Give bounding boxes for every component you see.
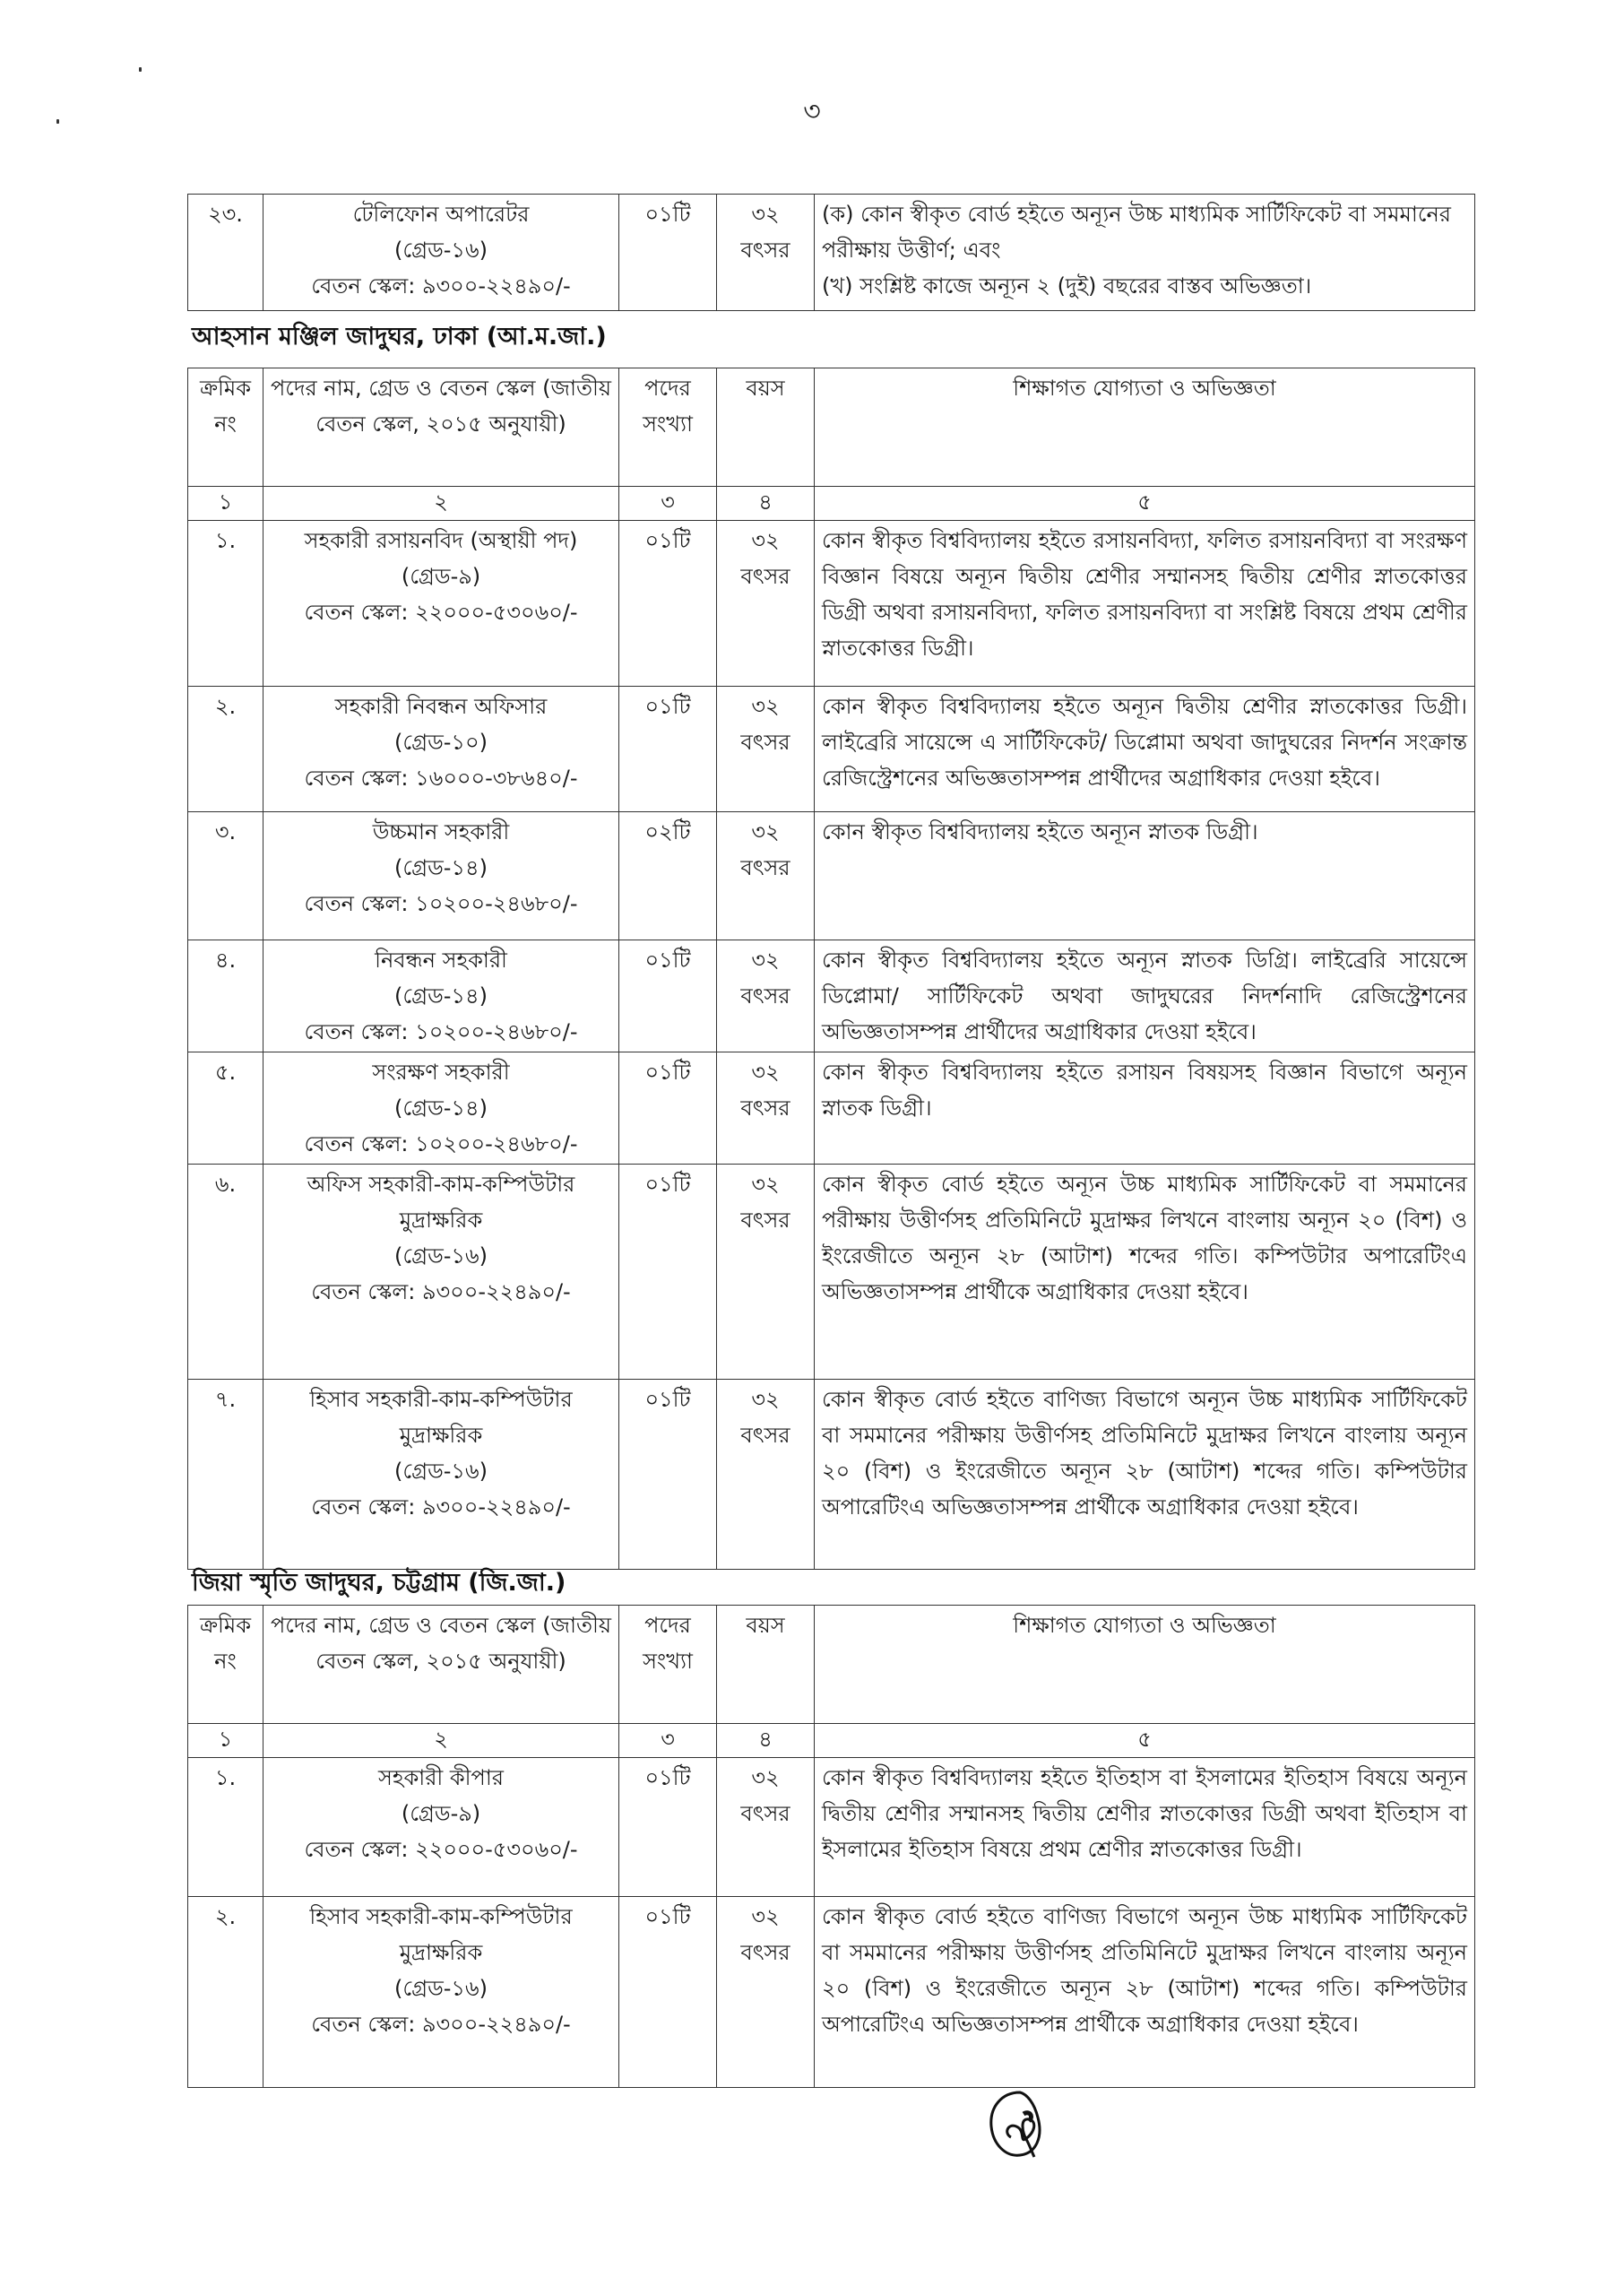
post-pay-scale: বেতন স্কেল: ২২০০০-৫৩০৬০/- <box>304 1837 578 1862</box>
qualification-cell: কোন স্বীকৃত বিশ্ববিদ্যালয় হইতে অন্যূন দ্বিতীয় শ্রেণীর স্নাতকোত্তর ডিগ্রী। লাইব্রেরি সায়েন্সে এ সার্টিফিকেট/ ডিপ্লোমা অথবা জাদুঘরের নিদর্শন সংক্রান্ত রেজিস্ট্রেশনের অভিজ্ঞতাসম্পন্ন প্রার্থীদের অগ্রাধিকার দেওয়া হইবে। <box>815 687 1475 812</box>
column-number: ২ <box>263 1724 619 1758</box>
age-unit: বৎসর <box>740 238 790 263</box>
post-name: সহকারী রসায়নবিদ (অস্থায়ী পদ) <box>304 528 578 553</box>
qualification-cell: কোন স্বীকৃত বিশ্ববিদ্যালয় হইতে অন্যূন স্নাতক ডিগ্রি। লাইব্রেরি সায়েন্সে ডিপ্লোমা/ সার্টিফিকেট অথবা জাদুঘরের নিদর্শনাদি রেজিস্ট্রেশনের অভিজ্ঞতাসম্পন্ন প্রার্থীদের অগ্রাধিকার দেওয়া হইবে। <box>815 940 1475 1052</box>
serial-cell: ১. <box>188 1758 263 1897</box>
serial-cell: ১. <box>188 521 263 687</box>
post-cell <box>263 1758 619 1897</box>
age-unit: বৎসর <box>740 730 790 755</box>
count-cell: ০১টি <box>619 1758 717 1897</box>
column-number-row <box>188 1724 1475 1758</box>
table-row <box>188 687 1475 812</box>
age-number: ৩২ <box>751 694 780 719</box>
age-cell <box>717 940 815 1052</box>
age-unit: বৎসর <box>740 855 790 880</box>
post-name: হিসাব সহকারী-কাম-কম্পিউটার মুদ্রাক্ষরিক <box>309 1387 573 1448</box>
post-pay-scale: বেতন স্কেল: ৯৩০০-২২৪৯০/- <box>311 1279 571 1304</box>
age-number: ৩২ <box>751 948 780 973</box>
post-name: সহকারী নিবন্ধন অফিসার <box>334 694 548 719</box>
serial-cell: ২. <box>188 687 263 812</box>
post-grade: (গ্রেড-১৬) <box>394 238 488 263</box>
qualification-cell: কোন স্বীকৃত বিশ্ববিদ্যালয় হইতে অন্যূন স্নাতক ডিগ্রী। <box>815 812 1475 940</box>
column-number: ২ <box>263 487 619 521</box>
header-serial: ক্রমিক নং <box>188 368 263 487</box>
post-name: সংরক্ষণ সহকারী <box>372 1060 510 1085</box>
table-row <box>188 521 1475 687</box>
post-grade: (গ্রেড-৯) <box>401 564 481 589</box>
age-cell <box>717 1052 815 1165</box>
post-name: টেলিফোন অপারেটর <box>352 202 530 227</box>
age-unit: বৎসর <box>740 1940 790 1965</box>
continuation-table <box>187 194 1475 311</box>
age-unit: বৎসর <box>740 1801 790 1826</box>
qualification-cell: কোন স্বীকৃত বোর্ড হইতে বাণিজ্য বিভাগে অন্যূন উচ্চ মাধ্যমিক সার্টিফিকেট বা সমমানের পরীক্ষায় উত্তীর্ণসহ প্রতিমিনিটে মুদ্রাক্ষর লিখনে বাংলায় অন্যূন ২০ (বিশ) ও ইংরেজীতে অন্যূন ২৮ (আটাশ) শব্দের গতি। কম্পিউটার অপারেটিংএ অভিজ্ঞতাসম্পন্ন প্রার্থীকে অগ্রাধিকার দেওয়া হইবে। <box>815 1380 1475 1570</box>
column-number: ১ <box>188 1724 263 1758</box>
post-name: উচ্চমান সহকারী <box>372 819 510 844</box>
post-cell <box>263 1052 619 1165</box>
column-number: ৫ <box>815 487 1475 521</box>
age-number: ৩২ <box>751 1904 780 1929</box>
post-cell <box>263 521 619 687</box>
age-cell <box>717 195 815 311</box>
post-cell <box>263 940 619 1052</box>
column-number: ৪ <box>717 1724 815 1758</box>
post-grade: (গ্রেড-৯) <box>401 1801 481 1826</box>
post-name: নিবন্ধন সহকারী <box>375 948 507 973</box>
age-unit: বৎসর <box>740 564 790 589</box>
post-cell <box>263 687 619 812</box>
table-row <box>188 195 1475 311</box>
page-number: ৩ <box>803 96 821 127</box>
count-cell: ০১টি <box>619 195 717 311</box>
post-name: অফিস সহকারী-কাম-কম্পিউটার মুদ্রাক্ষরিক <box>307 1172 575 1233</box>
header-count: পদের সংখ্যা <box>619 1606 717 1724</box>
qualification-cell: কোন স্বীকৃত বোর্ড হইতে বাণিজ্য বিভাগে অন্যূন উচ্চ মাধ্যমিক সার্টিফিকেট বা সমমানের পরীক্ষায় উত্তীর্ণসহ প্রতিমিনিটে মুদ্রাক্ষর লিখনে বাংলায় অন্যূন ২০ (বিশ) ও ইংরেজীতে অন্যূন ২৮ (আটাশ) শব্দের গতি। কম্পিউটার অপারেটিংএ অভিজ্ঞতাসম্পন্ন প্রার্থীকে অগ্রাধিকার দেওয়া হইবে। <box>815 1897 1475 2088</box>
age-cell <box>717 687 815 812</box>
post-name: সহকারী কীপার <box>377 1765 505 1790</box>
zia-smriti-table <box>187 1605 1475 2088</box>
post-grade: (গ্রেড-১০) <box>394 730 488 755</box>
count-cell: ০১টি <box>619 1380 717 1570</box>
table-row <box>188 940 1475 1052</box>
table-row <box>188 1380 1475 1570</box>
post-pay-scale: বেতন স্কেল: ৯৩০০-২২৪৯০/- <box>311 1494 571 1520</box>
scan-speck <box>139 67 142 72</box>
count-cell: ০১টি <box>619 940 717 1052</box>
serial-cell: ৩. <box>188 812 263 940</box>
zia-smriti-rows <box>188 1758 1475 2088</box>
age-cell <box>717 1897 815 2088</box>
count-cell: ০১টি <box>619 1052 717 1165</box>
age-cell <box>717 1165 815 1380</box>
header-row <box>188 368 1475 487</box>
table-row <box>188 812 1475 940</box>
serial-cell: ৫. <box>188 1052 263 1165</box>
age-number: ৩২ <box>751 1765 780 1790</box>
age-cell <box>717 521 815 687</box>
post-grade: (গ্রেড-১৬) <box>394 1976 488 2001</box>
post-pay-scale: বেতন স্কেল: ২২০০০-৫৩০৬০/- <box>304 600 578 625</box>
table-row <box>188 1165 1475 1380</box>
age-unit: বৎসর <box>740 1423 790 1448</box>
column-number: ৩ <box>619 1724 717 1758</box>
qualification-cell: কোন স্বীকৃত বোর্ড হইতে অন্যূন উচ্চ মাধ্যমিক সার্টিফিকেট বা সমমানের পরীক্ষায় উত্তীর্ণসহ প্রতিমিনিটে মুদ্রাক্ষর লিখনে বাংলায় অন্যূন ২০ (বিশ) ও ইংরেজীতে অন্যূন ২৮ (আটাশ) শব্দের গতি। কম্পিউটার অপারেটিংএ অভিজ্ঞতাসম্পন্ন প্রার্থীকে অগ্রাধিকার দেওয়া হইবে। <box>815 1165 1475 1380</box>
column-number: ৪ <box>717 487 815 521</box>
header-post: পদের নাম, গ্রেড ও বেতন স্কেল (জাতীয় বেতন স্কেল, ২০১৫ অনুযায়ী) <box>263 368 619 487</box>
header-age: বয়স <box>717 368 815 487</box>
header-qualification: শিক্ষাগত যোগ্যতা ও অভিজ্ঞতা <box>815 1606 1475 1724</box>
post-name: হিসাব সহকারী-কাম-কম্পিউটার মুদ্রাক্ষরিক <box>309 1904 573 1965</box>
qualification-cell: কোন স্বীকৃত বিশ্ববিদ্যালয় হইতে রসায়নবিদ্যা, ফলিত রসায়নবিদ্যা বা সংরক্ষণ বিজ্ঞান বিষয়ে অন্যূন দ্বিতীয় শ্রেণীর সম্মানসহ দ্বিতীয় শ্রেণীর স্নাতকোত্তর ডিগ্রী অথবা রসায়নবিদ্যা, ফলিত রসায়নবিদ্যা বা সংশ্লিষ্ট বিষয়ে প্রথম শ্রেণীর স্নাতকোত্তর ডিগ্রী। <box>815 521 1475 687</box>
column-number: ৫ <box>815 1724 1475 1758</box>
count-cell: ০১টি <box>619 1165 717 1380</box>
ahsan-manzil-rows <box>188 521 1475 1570</box>
header-count: পদের সংখ্যা <box>619 368 717 487</box>
age-number: ৩২ <box>751 528 780 553</box>
column-number: ১ <box>188 487 263 521</box>
age-cell <box>717 1380 815 1570</box>
table-row <box>188 1897 1475 2088</box>
post-grade: (গ্রেড-১৪) <box>394 1096 488 1121</box>
post-grade: (গ্রেড-১৬) <box>394 1459 488 1484</box>
column-number-row <box>188 487 1475 521</box>
serial-cell: ৪. <box>188 940 263 1052</box>
column-number: ৩ <box>619 487 717 521</box>
qualification-line: (খ) সংশ্লিষ্ট কাজে অন্যূন ২ (দুই) বছরের বাস্তব অভিজ্ঞতা। <box>822 273 1312 299</box>
header-qualification: শিক্ষাগত যোগ্যতা ও অভিজ্ঞতা <box>815 368 1475 487</box>
age-number: ৩২ <box>751 202 780 227</box>
age-cell <box>717 812 815 940</box>
post-cell <box>263 1897 619 2088</box>
age-number: ৩২ <box>751 1387 780 1412</box>
age-number: ৩২ <box>751 1172 780 1197</box>
post-pay-scale: বেতন স্কেল: ১০২০০-২৪৬৮০/- <box>304 1019 578 1044</box>
serial-cell: ৬. <box>188 1165 263 1380</box>
post-grade: (গ্রেড-১৪) <box>394 855 488 880</box>
section-title-ahsan-manzil: আহসান মঞ্জিল জাদুঘর, ঢাকা (আ.ম.জা.) <box>192 323 607 351</box>
post-pay-scale: বেতন স্কেল: ১০২০০-২৪৬৮০/- <box>304 891 578 916</box>
header-age: বয়স <box>717 1606 815 1724</box>
post-cell <box>263 195 619 311</box>
count-cell: ০১টি <box>619 521 717 687</box>
qualification-cell: কোন স্বীকৃত বিশ্ববিদ্যালয় হইতে ইতিহাস বা ইসলামের ইতিহাস বিষয়ে অন্যূন দ্বিতীয় শ্রেণীর সম্মানসহ দ্বিতীয় শ্রেণীর স্নাতকোত্তর ডিগ্রী অথবা ইতিহাস বা ইসলামের ইতিহাস বিষয়ে প্রথম শ্রেণীর স্নাতকোত্তর ডিগ্রী। <box>815 1758 1475 1897</box>
table-row <box>188 1758 1475 1897</box>
age-unit: বৎসর <box>740 1208 790 1233</box>
scan-speck <box>56 119 59 124</box>
qualification-line: (ক) কোন স্বীকৃত বোর্ড হইতে অন্যূন উচ্চ মাধ্যমিক সার্টিফিকেট বা সমমানের পরীক্ষায় উত্তীর্ণ; এবং <box>822 202 1452 263</box>
post-pay-scale: বেতন স্কেল: ৯৩০০-২২৪৯০/- <box>311 2012 571 2037</box>
header-serial: ক্রমিক নং <box>188 1606 263 1724</box>
post-pay-scale: বেতন স্কেল: ১০২০০-২৪৬৮০/- <box>304 1131 578 1156</box>
count-cell: ০১টি <box>619 1897 717 2088</box>
serial-cell: ২৩. <box>188 195 263 311</box>
age-number: ৩২ <box>751 1060 780 1085</box>
age-number: ৩২ <box>751 819 780 844</box>
qualification-cell <box>815 195 1475 311</box>
serial-cell: ৭. <box>188 1380 263 1570</box>
count-cell: ০২টি <box>619 812 717 940</box>
post-cell <box>263 812 619 940</box>
ahsan-manzil-table <box>187 368 1475 1570</box>
section-title-zia-smriti: জিয়া স্মৃতি জাদুঘর, চট্টগ্রাম (জি.জা.) <box>192 1569 566 1597</box>
age-unit: বৎসর <box>740 1096 790 1121</box>
count-cell: ০১টি <box>619 687 717 812</box>
post-cell <box>263 1165 619 1380</box>
signature-icon <box>984 2087 1061 2164</box>
age-cell <box>717 1758 815 1897</box>
header-post: পদের নাম, গ্রেড ও বেতন স্কেল (জাতীয় বেতন স্কেল, ২০১৫ অনুযায়ী) <box>263 1606 619 1724</box>
post-pay-scale: বেতন স্কেল: ৯৩০০-২২৪৯০/- <box>311 273 571 299</box>
post-grade: (গ্রেড-১৪) <box>394 983 488 1009</box>
post-pay-scale: বেতন স্কেল: ১৬০০০-৩৮৬৪০/- <box>304 766 578 791</box>
post-cell <box>263 1380 619 1570</box>
table-row <box>188 1052 1475 1165</box>
post-grade: (গ্রেড-১৬) <box>394 1243 488 1269</box>
serial-cell: ২. <box>188 1897 263 2088</box>
age-unit: বৎসর <box>740 983 790 1009</box>
header-row <box>188 1606 1475 1724</box>
qualification-cell: কোন স্বীকৃত বিশ্ববিদ্যালয় হইতে রসায়ন বিষয়সহ বিজ্ঞান বিভাগে অন্যূন স্নাতক ডিগ্রী। <box>815 1052 1475 1165</box>
